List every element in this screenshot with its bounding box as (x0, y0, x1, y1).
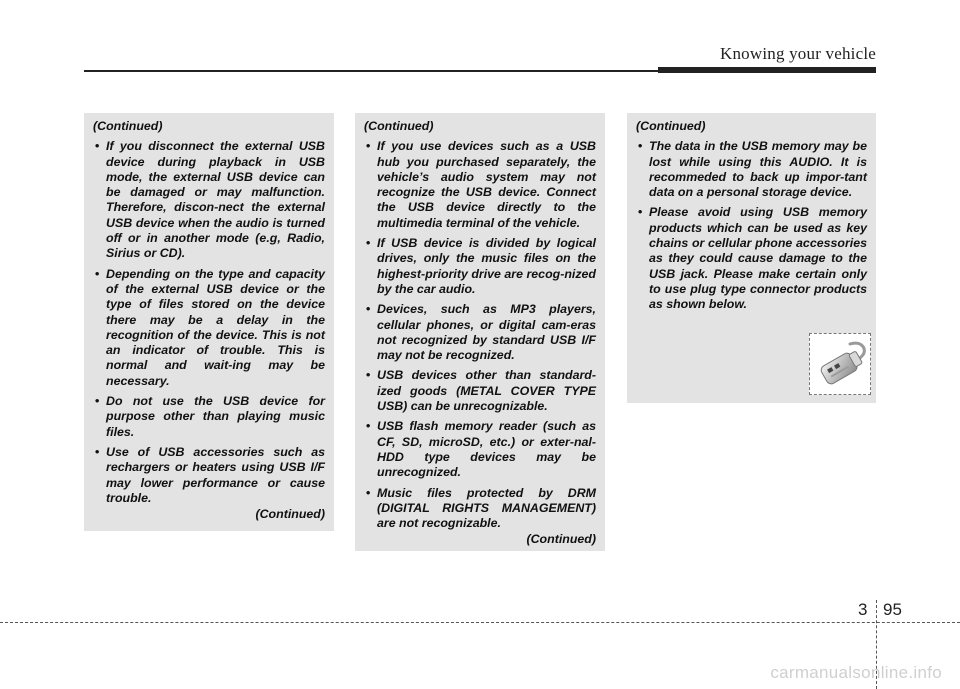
list-item: • If you use devices such as a USB hub you purchased separately, the vehicle’s audio system may not recognize the USB device. Connect the USB device directly to the multimedia terminal of the vehicle. (364, 139, 596, 231)
usb-stick-icon (810, 334, 870, 394)
list-item: • Devices, such as MP3 players, cellular phones, or digital cam-eras not recognized by standard USB I/F may not be recognized. (364, 302, 596, 363)
continued-label-bottom: (Continued) (526, 532, 596, 547)
caution-list (93, 139, 325, 506)
watermark: carmanualsonline.info (770, 663, 942, 682)
caution-panel-1 (84, 113, 334, 531)
list-item: • If USB device is divided by logical drives, only the music files on the highest-priority drive are recog-nized by the car audio. (364, 236, 596, 297)
caution-list (636, 139, 867, 312)
caution-panel-3 (627, 113, 876, 403)
list-item: • Use of USB accessories such as rechargers or heaters using USB I/F may lower performance or cause trouble. (93, 445, 325, 506)
list-item: • USB devices other than standard-ized goods (METAL COVER TYPE USB) can be unrecognizable. (364, 368, 596, 414)
list-item: • Music files protected by DRM (DIGITAL RIGHTS MANAGEMENT) are not recognizable. (364, 486, 596, 532)
page-header-title: Knowing your vehicle (719, 44, 876, 63)
header-rule-accent (658, 67, 876, 73)
continued-label-top: (Continued) (636, 119, 706, 133)
page-number: 95 (883, 600, 902, 619)
caution-panel-2 (355, 113, 605, 551)
list-item: • USB flash memory reader (such as CF, SD, microSD, etc.) or exter-nal-HDD type devices may be unrecognized. (364, 419, 596, 480)
list-item: • Depending on the type and capacity of the external USB device or the type of files stored on the device there may be a delay in the recognition of the device. This is not an indicator of trouble. This is normal and wait-ing may be necessary. (93, 267, 325, 389)
continued-label-top: (Continued) (364, 119, 434, 133)
list-item: • If you disconnect the external USB device during playback in USB mode, the external USB device can be damaged or may malfunction. Therefore, discon-nect the external USB device when the audio is turned off or in another mode (e.g, Radio, Sirius or CD). (93, 139, 325, 261)
continued-label-bottom: (Continued) (255, 507, 325, 522)
usb-stick-image (809, 333, 871, 395)
continued-label-top: (Continued) (93, 119, 163, 133)
section-number: 3 (858, 600, 868, 619)
footer-rule (0, 622, 960, 623)
list-item: • Please avoid using USB memory products which can be used as key chains or cellular phone accessories as they could cause damage to the USB jack. Please make certain only to use plug type connector products as shown below. (636, 205, 867, 312)
list-item: • The data in the USB memory may be lost while using this AUDIO. It is recommeded to back up impor-tant data on a personal storage device. (636, 139, 867, 200)
caution-list (364, 139, 596, 531)
list-item: • Do not use the USB device for purpose other than playing music files. (93, 394, 325, 440)
